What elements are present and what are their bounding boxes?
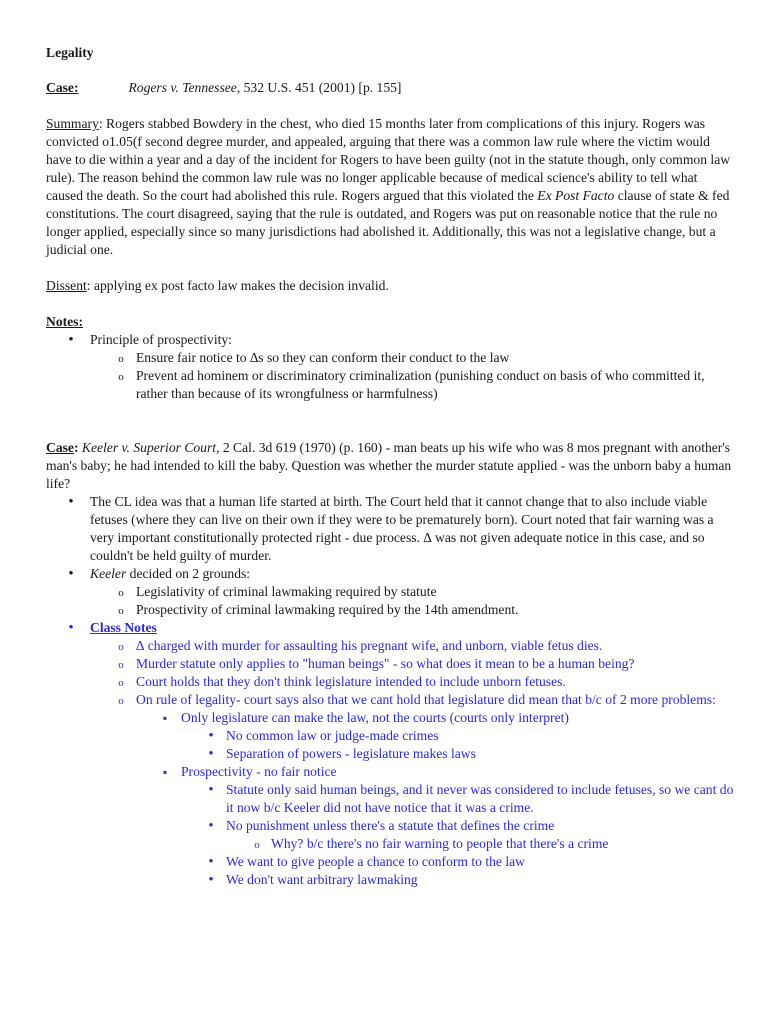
list-item (46, 673, 736, 691)
list-item (46, 727, 736, 745)
case-name: Keeler v. Superior Court (81, 440, 217, 455)
square-bullet-icon (158, 763, 172, 781)
list-item (46, 709, 736, 727)
list-item (46, 763, 736, 781)
square-bullet-icon (158, 709, 172, 727)
class-notes-section (46, 619, 736, 889)
keeler-list (46, 493, 736, 583)
list-item (46, 781, 736, 817)
list-item-text: Court holds that they don't think legislature intended to include unborn fetuses. (136, 674, 566, 689)
bullet-icon (204, 817, 218, 835)
dissent-paragraph (46, 277, 736, 295)
case-heading-rogers (46, 79, 736, 97)
list-item-text: Only legislature can make the law, not the courts (courts only interpret) (181, 710, 569, 725)
list-item-text: No punishment unless there's a statute that defines the crime (226, 818, 555, 833)
circle-bullet-icon (114, 583, 128, 602)
circle-bullet-icon (114, 637, 128, 656)
case-name: Rogers v. Tennessee (128, 80, 237, 95)
list-item-text: ∆ charged with murder for assaulting his pregnant wife, and unborn, viable fetus dies. (136, 638, 603, 653)
list-item-text: Statute only said human beings, and it never was considered to include fetuses, so we cant do it now b/c Keeler did not have notice that it was a crime. (226, 782, 734, 815)
summary-text-a: : Rogers stabbed Bowdery in the chest, who died 15 months later from complications of this injury. Rogers was convicted o1.05(f second degree murder, and appealed, arguing that there was a common law rule where the victim would have to die within a year and a day of the incident for Rogers to have been guilty (not in the statute though, only common law rule). The reason behind the common law rule was no longer applicable because of medical science's ability to tell what caused the death. So the court had abolished this rule. Rogers argued that this violated the (46, 116, 731, 203)
list-item-text: Separation of powers - legislature makes laws (226, 746, 476, 761)
list-item (46, 583, 736, 601)
case-intro: , 2 Cal. 3d 619 (1970) (p. 160) - man beats up his wife who was 8 mos pregnant with another's man's baby; he had intended to kill the baby. Question was whether the murder statute applied - was the unborn baby a human life? (46, 440, 732, 491)
list-item (46, 691, 736, 709)
list-item (46, 493, 736, 565)
notes-sublist (46, 349, 736, 403)
bullet-icon (64, 565, 78, 583)
list-item (46, 871, 736, 889)
list-item (46, 835, 736, 853)
list-item-text: Prospectivity of criminal lawmaking required by the 14th amendment. (136, 602, 519, 617)
summary-paragraph (46, 115, 736, 259)
list-item-text: decided on 2 grounds: (126, 566, 251, 581)
notes-list (46, 331, 736, 349)
bullet-icon (204, 781, 218, 799)
list-item-text: Principle of prospectivity: (90, 332, 232, 347)
case-citation: , 532 U.S. 451 (2001) [p. 155] (236, 80, 402, 95)
list-item-italic: Keeler (90, 566, 127, 581)
list-item-text: Prevent ad hominem or discriminatory criminalization (punishing conduct on basis of who committed it, rather than because of its wrongfulness or harmfulness) (136, 368, 705, 401)
bullet-icon (204, 745, 218, 763)
summary-text-b: clause of state & fed constitutions. The court disagreed, saying that the rule is outdated, and Rogers was put on reasonable notice that the rule no longer applied, especially since so many jurisdictions had abolished it. Additionally, this was not a legislative change, but a judicial one. (46, 188, 730, 257)
bullet-icon (64, 619, 78, 637)
dissent-text: : applying ex post facto law makes the decision invalid. (86, 278, 389, 293)
summary-italic: Ex Post Facto (537, 188, 615, 203)
case-heading-keeler: Case: Keeler v. Superior Court, 2 Cal. 3d 619 (1970) (p. 160) - man beats up his wife who was 8 mos pregnant with another's man's baby; he had intended to kill the baby. Question was whether the murder statute applied - was the unborn baby a human life? (46, 440, 732, 491)
list-item (46, 745, 736, 763)
list-item (46, 331, 736, 349)
list-item (46, 565, 736, 583)
list-item-text: Prospectivity - no fair notice (181, 764, 337, 779)
bullet-icon (204, 727, 218, 745)
list-item (46, 601, 736, 619)
case-label: Case: (46, 80, 79, 95)
circle-bullet-icon (250, 835, 264, 854)
list-item-text: On rule of legality- court says also that we cant hold that legislature did mean that b/c of 2 more problems: (136, 692, 716, 707)
list-item-text: Why? b/c there's no fair warning to people that there's a crime (271, 836, 609, 851)
list-item (46, 619, 736, 637)
circle-bullet-icon (114, 349, 128, 368)
list-item (46, 853, 736, 871)
list-item (46, 655, 736, 673)
case-label: Case (46, 440, 74, 455)
class-notes-heading: Class Notes (90, 620, 157, 635)
circle-bullet-icon (114, 673, 128, 692)
list-item-text: Legislativity of criminal lawmaking required by statute (136, 584, 437, 599)
bullet-icon (204, 853, 218, 871)
list-item-text: Murder statute only applies to "human beings" - so what does it mean to be a human being? (136, 656, 635, 671)
notes-heading: Notes: (46, 314, 83, 329)
circle-bullet-icon (114, 655, 128, 674)
list-item-text: Ensure fair notice to ∆s so they can conform their conduct to the law (136, 350, 510, 365)
dissent-label: Dissent (46, 278, 87, 293)
list-item-text: No common law or judge-made crimes (226, 728, 439, 743)
document-page (46, 44, 736, 889)
document-title: Legality (46, 45, 94, 60)
summary-label: Summary (46, 116, 99, 131)
list-item (46, 367, 736, 403)
circle-bullet-icon (114, 691, 128, 710)
list-item (46, 817, 736, 835)
bullet-icon (64, 493, 78, 511)
list-item (46, 349, 736, 367)
keeler-sublist (46, 583, 736, 619)
list-item-text: We don't want arbitrary lawmaking (226, 872, 418, 887)
circle-bullet-icon (114, 367, 128, 386)
bullet-icon (64, 331, 78, 349)
list-item-text: The CL idea was that a human life started at birth. The Court held that it cannot change that to also include viable fetuses (where they can live on their own if they were to be prematurely born). Court noted that fair warning was a very important constitutionally protected right - due process. ∆ was not given adequate notice in this case, and so couldn't be held guilty of murder. (90, 494, 714, 563)
list-item (46, 637, 736, 655)
bullet-icon (204, 871, 218, 889)
list-item-text: We want to give people a chance to conform to the law (226, 854, 525, 869)
circle-bullet-icon (114, 601, 128, 620)
